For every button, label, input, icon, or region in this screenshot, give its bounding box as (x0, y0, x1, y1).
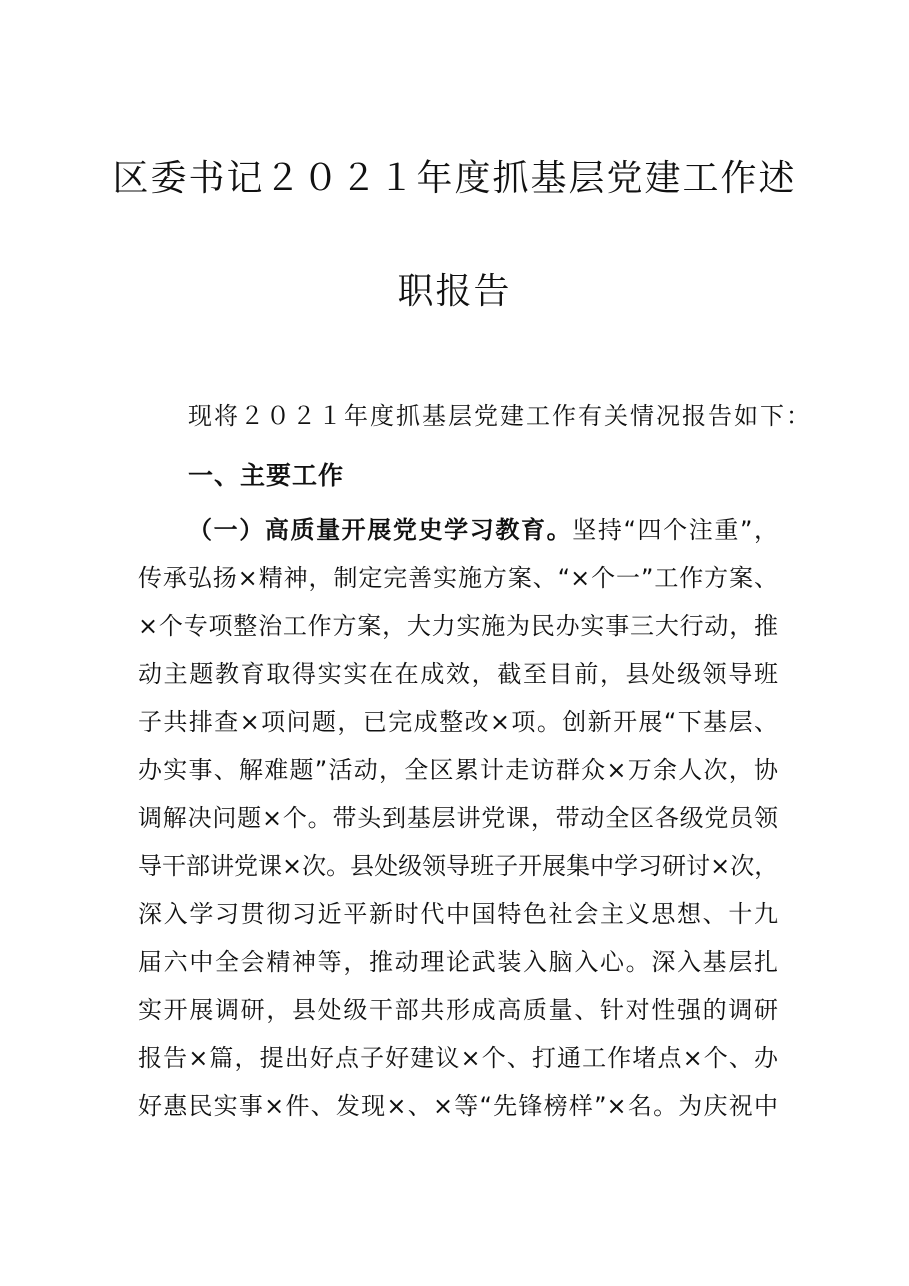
paragraph-line: 深入学习贯彻习近平新时代中国特色社会主义思想、十九 (138, 900, 778, 928)
intro-paragraph: 现将２０２１年度抓基层党建工作有关情况报告如下： (188, 402, 812, 430)
paragraph-line: 调解决问题×个。带头到基层讲党课，带动全区各级党员领 (138, 804, 778, 832)
paragraph-lead-heading: （一）高质量开展党史学习教育。 (188, 516, 573, 544)
paragraph-line (138, 506, 778, 554)
paragraph-line: ×个专项整治工作方案，大力实施为民办实事三大行动，推 (138, 612, 778, 640)
paragraph-line: 导干部讲党课×次。县处级领导班子开展集中学习研讨×次， (138, 852, 779, 880)
paragraph-line: 实开展调研，县处级干部共形成高质量、针对性强的调研 (138, 996, 778, 1024)
paragraph-party-history-education (138, 506, 778, 1130)
paragraph-line: 传承弘扬×精神，制定完善实施方案、“×个一”工作方案、 (138, 564, 778, 592)
paragraph-line: 好惠民实事×件、发现×、×等“先锋榜样”×名。为庆祝中 (138, 1092, 778, 1120)
paragraph-line: 办实事、解难题”活动，全区累计走访群众×万余人次，协 (138, 756, 778, 784)
paragraph-line: 子共排查×项问题，已完成整改×项。创新开展“下基层、 (138, 708, 778, 736)
document-title-line-1: 区委书记２０２１年度抓基层党建工作述 (112, 158, 797, 199)
paragraph-line: 届六中全会精神等，推动理论武装入脑入心。深入基层扎 (138, 948, 778, 976)
paragraph-line: 报告×篇，提出好点子好建议×个、打通工作堵点×个、办 (138, 1044, 778, 1072)
paragraph-line-text: 坚持“四个注重”， (572, 516, 778, 544)
paragraph-line: 动主题教育取得实实在在成效，截至目前，县处级领导班 (138, 660, 778, 688)
document-title-line-2: 职报告 (397, 271, 512, 312)
section-heading-main-work: 一、主要工作 (188, 461, 345, 490)
